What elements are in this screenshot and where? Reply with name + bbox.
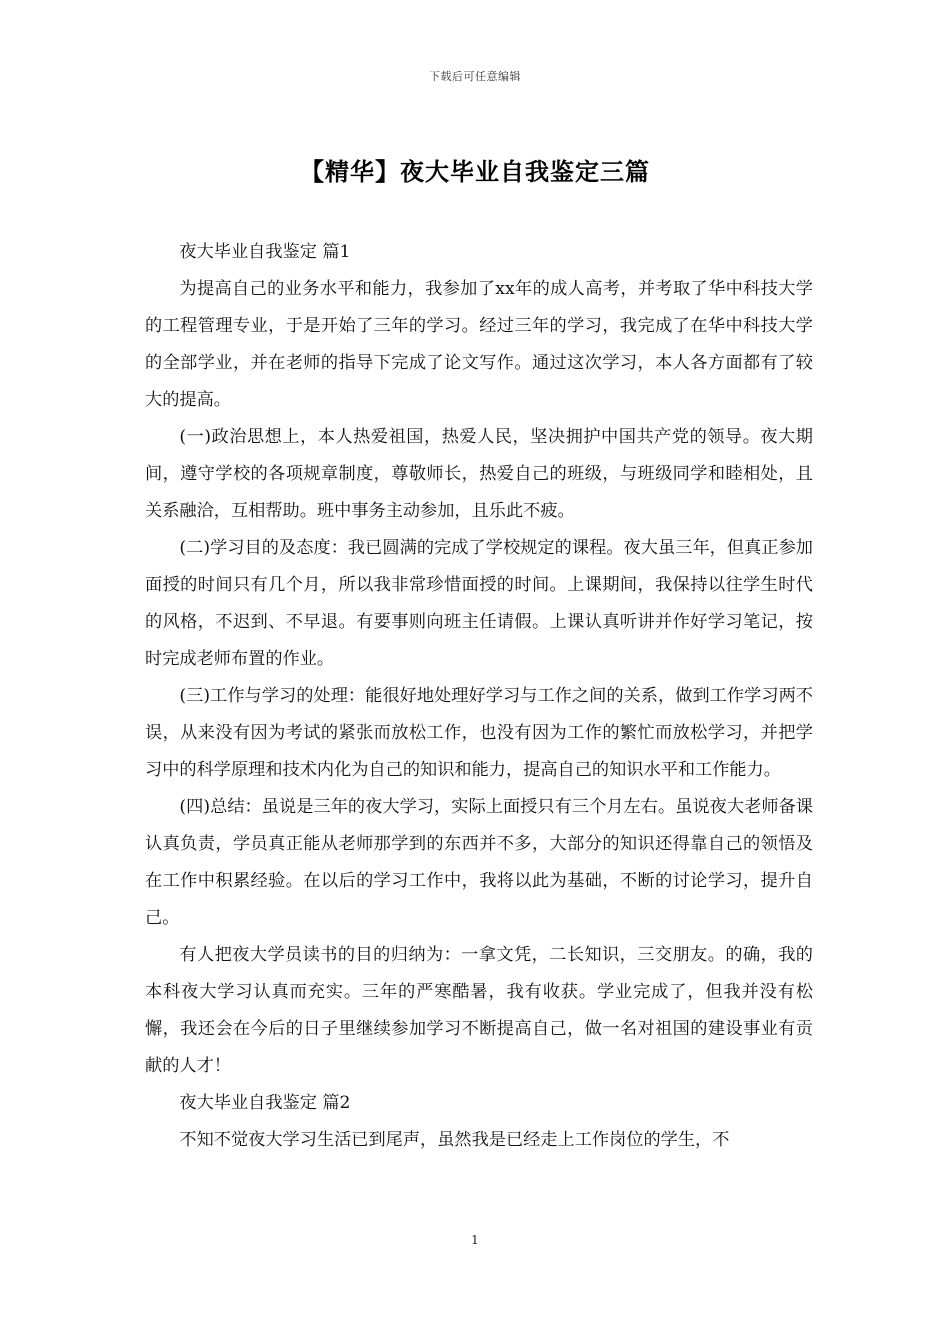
document-title: 【精华】夜大毕业自我鉴定三篇	[300, 158, 650, 186]
paragraph-closing: 有人把夜大学员读书的目的归纳为：一拿文凭，二长知识，三交朋友。的确，我的本科夜大学习认真而充实。三年的严寒酷暑，我有收获。学业完成了，但我并没有松懈，我还会在今后的日子里继续参加学习不断提高自己，做一名对祖国的建设事业有贡献的人才！	[145, 945, 813, 1076]
paragraph-summary: (四)总结：虽说是三年的夜大学习，实际上面授只有三个月左右。虽说夜大老师备课认真负责，学员真正能从老师那学到的东西并不多，大部分的知识还得靠自己的领悟及在工作中积累经验。在以后的学习工作中，我将以此为基础，不断的讨论学习，提升自己。	[145, 797, 813, 928]
document-body	[145, 234, 813, 1159]
paragraph-work-study: (三)工作与学习的处理：能很好地处理好学习与工作之间的关系，做到工作学习两不误，从来没有因为考试的紧张而放松工作，也没有因为工作的繁忙而放松学习，并把学习中的科学原理和技术内化为自己的知识和能力，提高自己的知识水平和工作能力。	[145, 686, 813, 780]
section-heading-2: 夜大毕业自我鉴定 篇2	[179, 1093, 351, 1113]
section-heading-1: 夜大毕业自我鉴定 篇1	[179, 242, 351, 262]
header-note: 下载后可任意编辑	[429, 70, 521, 83]
paragraph-section2-start: 不知不觉夜大学习生活已到尾声，虽然我是已经走上工作岗位的学生，不	[179, 1130, 730, 1150]
page-number: 1	[471, 1233, 479, 1247]
paragraph-intro: 为提高自己的业务水平和能力，我参加了xx年的成人高考，并考取了华中科技大学的工程管理专业，于是开始了三年的学习。经过三年的学习，我完成了在华中科技大学的全部学业，并在老师的指导下完成了论文写作。通过这次学习，本人各方面都有了较大的提高。	[145, 279, 813, 410]
paragraph-politics: (一)政治思想上，本人热爱祖国，热爱人民，坚决拥护中国共产党的领导。夜大期间，遵守学校的各项规章制度，尊敬师长，热爱自己的班级，与班级同学和睦相处，且关系融洽，互相帮助。班中事务主动参加，且乐此不疲。	[145, 427, 813, 521]
paragraph-study-attitude: (二)学习目的及态度：我已圆满的完成了学校规定的课程。夜大虽三年，但真正参加面授的时间只有几个月，所以我非常珍惜面授的时间。上课期间，我保持以往学生时代的风格，不迟到、不早退。有要事则向班主任请假。上课认真听讲并作好学习笔记，按时完成老师布置的作业。	[145, 538, 813, 669]
